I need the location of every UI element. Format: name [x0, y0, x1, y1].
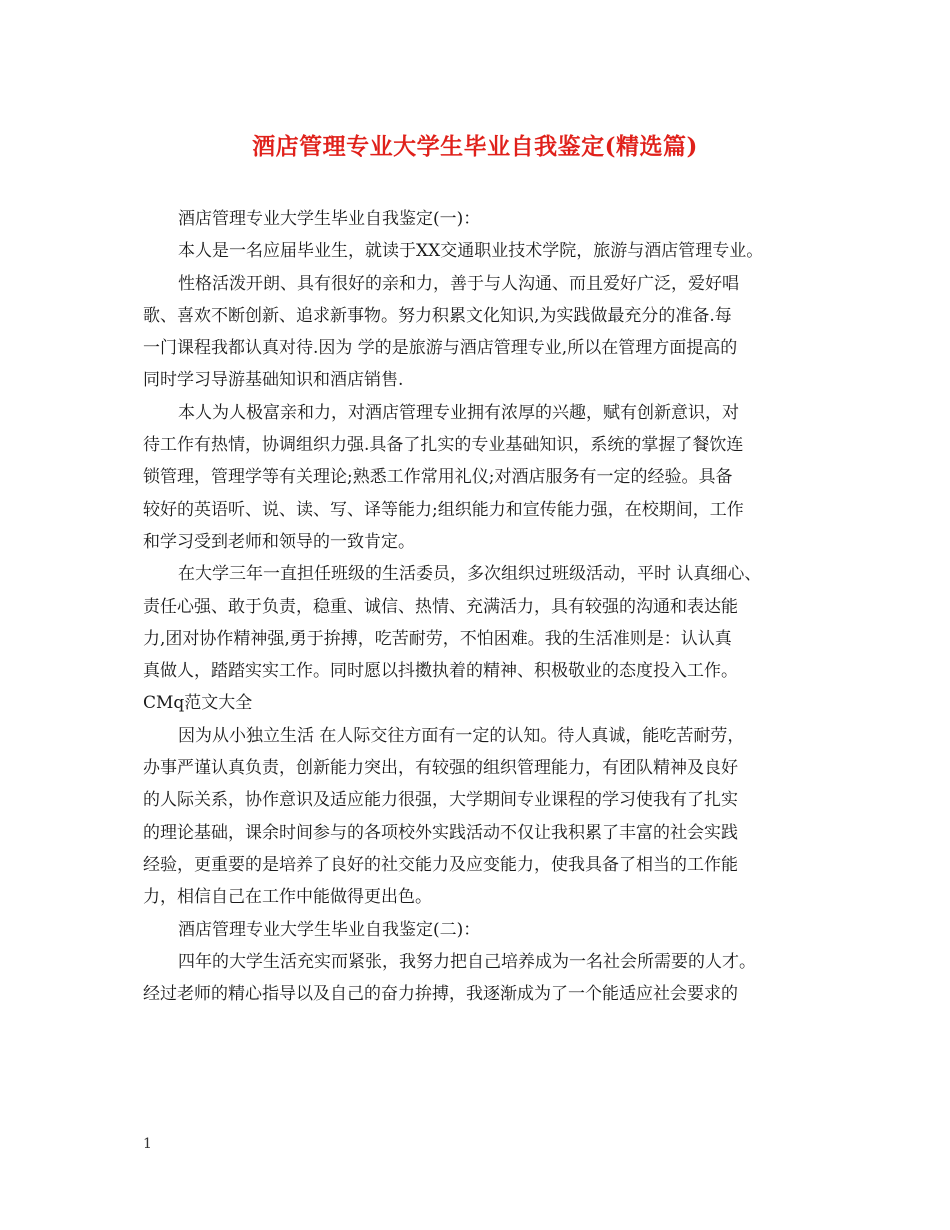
- text-line: 酒店管理专业大学生毕业自我鉴定(一)：: [178, 209, 481, 229]
- text-line: 本人是一名应届毕业生，就读于XX交通职业技术学院，旅游与酒店管理专业。: [178, 241, 764, 262]
- text-line: 同时学习导游基础知识和酒店销售.: [143, 370, 404, 391]
- text-line: 力,团对协作精神强,勇于拚搏，吃苦耐劳，不怕困难。我的生活准则是：认认真: [143, 628, 732, 649]
- text-line: 待工作有热情，协调组织力强.具备了扎实的专业基础知识，系统的掌握了餐饮连: [143, 435, 744, 456]
- text-line: 四年的大学生活充实而紧张，我努力把自己培养成为一名社会所需要的人才。: [178, 951, 756, 972]
- document-body: [143, 203, 813, 1010]
- text-line: 真做人，踏踏实实工作。同时愿以抖擞执着的精神、积极敬业的态度投入工作。: [143, 661, 738, 682]
- document-title: 酒店管理专业大学生毕业自我鉴定(精选篇): [252, 133, 698, 160]
- text-line: 本人为人极富亲和力，对酒店管理专业拥有浓厚的兴趣，赋有创新意识，对: [178, 402, 739, 423]
- text-line: 锁管理，管理学等有关理论;熟悉工作常用礼仪;对酒店服务有一定的经验。具备: [143, 467, 733, 488]
- text-line: 因为从小独立生活 在人际交往方面有一定的认知。待人真诚，能吃苦耐劳，: [178, 725, 745, 746]
- text-line: 一门课程我都认真对待.因为 学的是旅游与酒店管理专业,所以在管理方面提高的: [143, 338, 738, 359]
- text-line: CMq范文大全: [143, 693, 253, 714]
- text-line: 和学习受到老师和领导的一致肯定。: [143, 531, 415, 552]
- text-line: 歌、喜欢不断创新、追求新事物。努力积累文化知识,为实践做最充分的准备.每: [143, 305, 732, 326]
- text-line: 性格活泼开朗、具有很好的亲和力，善于与人沟通、而且爱好广泛，爱好唱: [178, 273, 739, 294]
- text-line: 的理论基础，课余时间参与的各项校外实践活动不仅让我积累了丰富的社会实践: [143, 822, 738, 843]
- page-number: 1: [143, 1136, 152, 1152]
- text-line: 较好的英语听、说、读、写、译等能力;组织能力和宣传能力强，在校期间，工作: [143, 499, 744, 520]
- text-line: 经过老师的精心指导以及自己的奋力拚搏，我逐渐成为了一个能适应社会要求的: [143, 984, 738, 1005]
- text-line: 在大学三年一直担任班级的生活委员，多次组织过班级活动，平时 认真细心、: [178, 564, 762, 585]
- text-line: 酒店管理专业大学生毕业自我鉴定(二)：: [178, 919, 481, 940]
- text-line: 的人际关系，协作意识及适应能力很强，大学期间专业课程的学习使我有了扎实: [143, 790, 738, 811]
- text-line: 经验，更重要的是培养了良好的社交能力及应变能力，使我具备了相当的工作能: [143, 854, 738, 875]
- text-line: 力，相信自己在工作中能做得更出色。: [143, 887, 432, 908]
- text-line: 办事严谨认真负责，创新能力突出，有较强的组织管理能力，有团队精神及良好: [143, 758, 738, 779]
- text-line: 责任心强、敢于负责，稳重、诚信、热情、充满活力，具有较强的沟通和表达能: [143, 596, 738, 617]
